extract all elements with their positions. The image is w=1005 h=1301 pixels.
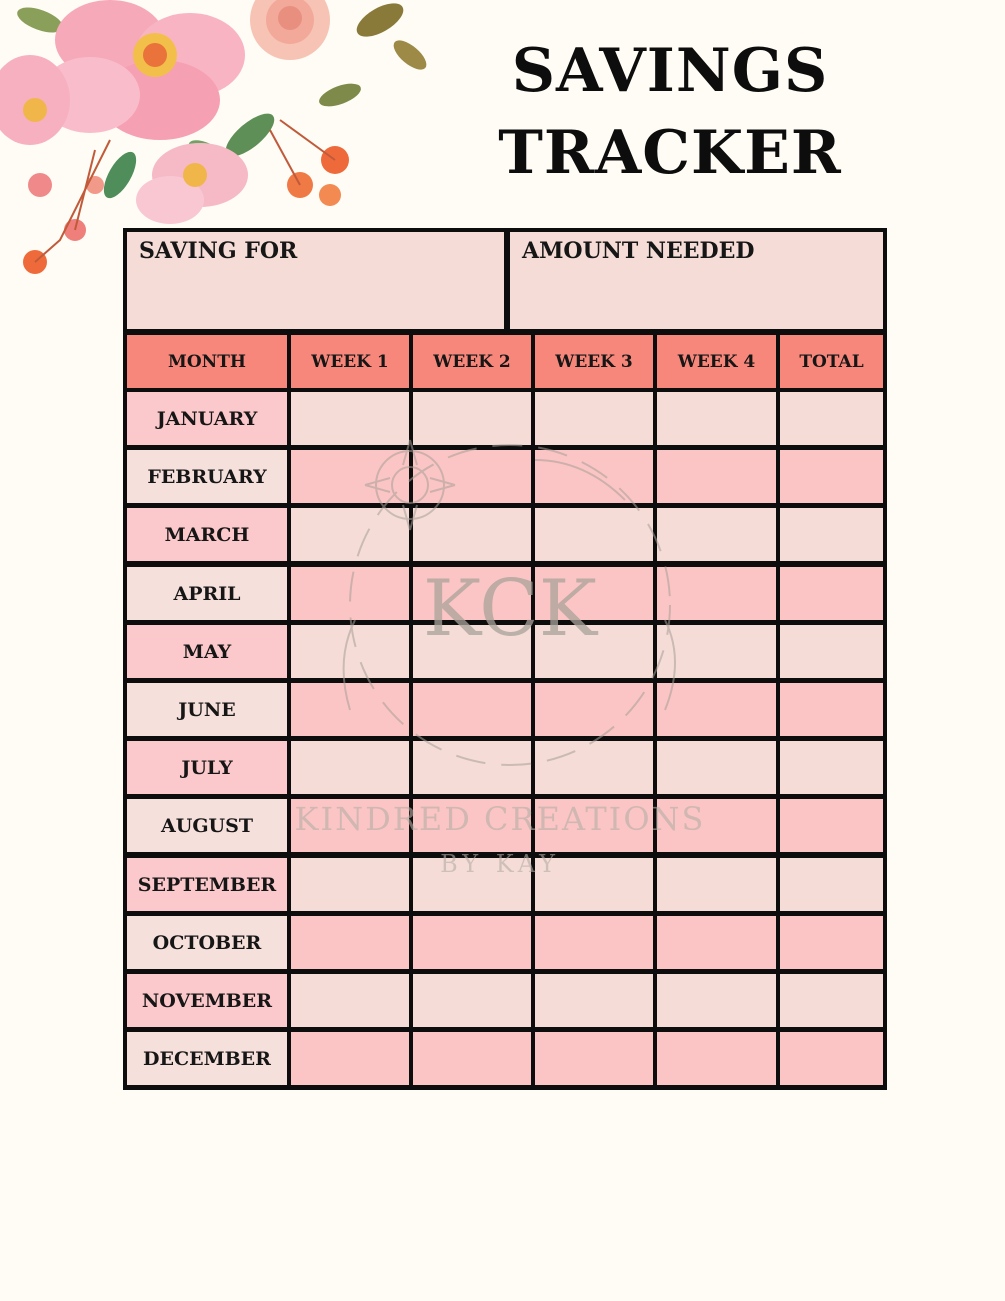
entry-april-week-4[interactable] — [657, 567, 776, 620]
entry-november-week-1[interactable] — [291, 974, 409, 1027]
entry-may-week-4[interactable] — [657, 625, 776, 678]
entry-march-week-2[interactable] — [413, 508, 531, 561]
entry-february-week-2[interactable] — [413, 450, 531, 503]
entry-april-total[interactable] — [780, 567, 883, 620]
watermark-line-2: BY KAY — [440, 850, 560, 878]
entry-june-week-4[interactable] — [657, 683, 776, 736]
page-title — [470, 30, 870, 194]
entry-june-week-3[interactable] — [535, 683, 653, 736]
entry-december-total[interactable] — [780, 1032, 883, 1085]
month-label-may: MAY — [127, 625, 287, 678]
entry-january-week-1[interactable] — [291, 392, 409, 445]
month-label-october: OCTOBER — [127, 916, 287, 969]
entry-january-total[interactable] — [780, 392, 883, 445]
month-label-april: APRIL — [127, 567, 287, 620]
month-label-february: FEBRUARY — [127, 450, 287, 503]
entry-august-week-3[interactable] — [535, 799, 653, 852]
entry-may-total[interactable] — [780, 625, 883, 678]
entry-june-week-2[interactable] — [413, 683, 531, 736]
entry-january-week-3[interactable] — [535, 392, 653, 445]
entry-june-total[interactable] — [780, 683, 883, 736]
pink-flower-small — [136, 143, 248, 224]
entry-october-week-4[interactable] — [657, 916, 776, 969]
entry-october-week-3[interactable] — [535, 916, 653, 969]
entry-may-week-1[interactable] — [291, 625, 409, 678]
entry-july-week-4[interactable] — [657, 741, 776, 794]
entry-may-week-3[interactable] — [535, 625, 653, 678]
amount-needed-label: AMOUNT NEEDED — [522, 238, 755, 264]
entry-february-total[interactable] — [780, 450, 883, 503]
column-header-week-4: WEEK 4 — [657, 335, 776, 388]
entry-september-week-2[interactable] — [413, 858, 531, 911]
entry-february-week-3[interactable] — [535, 450, 653, 503]
entry-march-week-1[interactable] — [291, 508, 409, 561]
entry-july-total[interactable] — [780, 741, 883, 794]
entry-november-week-2[interactable] — [413, 974, 531, 1027]
entry-june-week-1[interactable] — [291, 683, 409, 736]
month-label-december: DECEMBER — [127, 1032, 287, 1085]
month-label-march: MARCH — [127, 508, 287, 561]
title-line-1: SAVINGS — [511, 36, 829, 106]
entry-january-week-2[interactable] — [413, 392, 531, 445]
entry-november-week-3[interactable] — [535, 974, 653, 1027]
month-label-june: JUNE — [127, 683, 287, 736]
entry-october-total[interactable] — [780, 916, 883, 969]
title-line-2: TRACKER — [498, 118, 842, 188]
entry-may-week-2[interactable] — [413, 625, 531, 678]
entry-september-week-4[interactable] — [657, 858, 776, 911]
entry-december-week-1[interactable] — [291, 1032, 409, 1085]
watermark-monogram: KCK — [422, 564, 598, 654]
entry-november-week-4[interactable] — [657, 974, 776, 1027]
entry-march-week-3[interactable] — [535, 508, 653, 561]
entry-october-week-1[interactable] — [291, 916, 409, 969]
saving-for-field[interactable] — [127, 232, 504, 329]
column-header-week-3: WEEK 3 — [535, 335, 653, 388]
month-label-august: AUGUST — [127, 799, 287, 852]
entry-september-week-1[interactable] — [291, 858, 409, 911]
entry-august-week-1[interactable] — [291, 799, 409, 852]
entry-september-total[interactable] — [780, 858, 883, 911]
savings-tracker-table — [123, 228, 887, 1090]
column-header-total: TOTAL — [780, 335, 883, 388]
entry-february-week-1[interactable] — [291, 450, 409, 503]
entry-october-week-2[interactable] — [413, 916, 531, 969]
month-label-september: SEPTEMBER — [127, 858, 287, 911]
entry-march-total[interactable] — [780, 508, 883, 561]
entry-september-week-3[interactable] — [535, 858, 653, 911]
month-label-november: NOVEMBER — [127, 974, 287, 1027]
month-label-january: JANUARY — [127, 392, 287, 445]
column-header-week-1: WEEK 1 — [291, 335, 409, 388]
entry-november-total[interactable] — [780, 974, 883, 1027]
entry-february-week-4[interactable] — [657, 450, 776, 503]
entry-july-week-1[interactable] — [291, 741, 409, 794]
entry-august-week-4[interactable] — [657, 799, 776, 852]
watermark-line-1: KINDRED CREATIONS — [295, 800, 706, 838]
entry-april-week-1[interactable] — [291, 567, 409, 620]
rose — [250, 0, 330, 60]
entry-december-week-4[interactable] — [657, 1032, 776, 1085]
entry-april-week-3[interactable] — [535, 567, 653, 620]
entry-august-week-2[interactable] — [413, 799, 531, 852]
entry-december-week-3[interactable] — [535, 1032, 653, 1085]
pink-flower-large — [40, 0, 245, 140]
month-label-july: JULY — [127, 741, 287, 794]
column-header-week-2: WEEK 2 — [413, 335, 531, 388]
entry-july-week-3[interactable] — [535, 741, 653, 794]
entry-april-week-2[interactable] — [413, 567, 531, 620]
entry-august-total[interactable] — [780, 799, 883, 852]
saving-for-label: SAVING FOR — [139, 238, 298, 264]
entry-january-week-4[interactable] — [657, 392, 776, 445]
entry-december-week-2[interactable] — [413, 1032, 531, 1085]
column-header-month: MONTH — [127, 335, 287, 388]
entry-march-week-4[interactable] — [657, 508, 776, 561]
entry-july-week-2[interactable] — [413, 741, 531, 794]
amount-needed-field[interactable] — [510, 232, 883, 329]
